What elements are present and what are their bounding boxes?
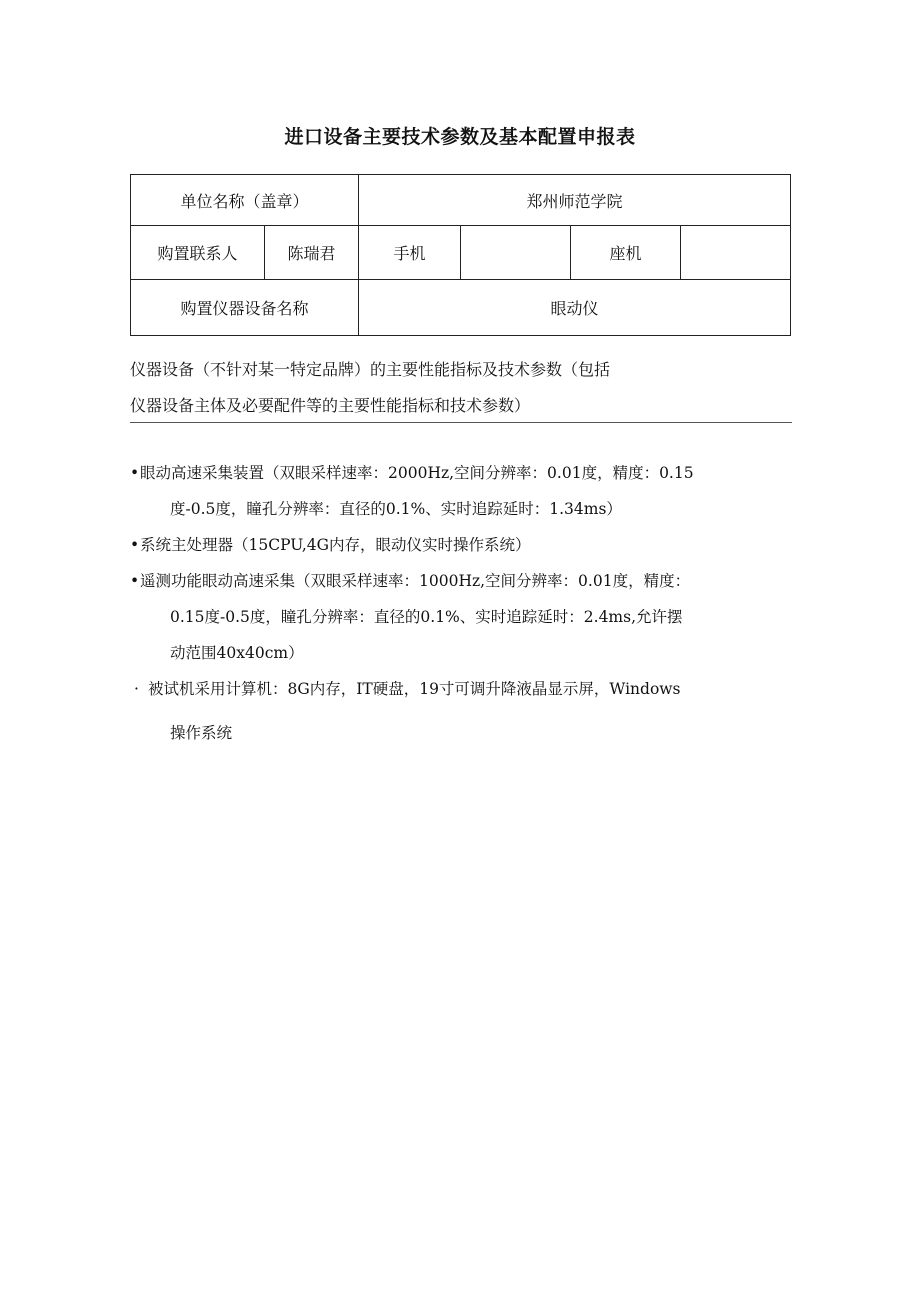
unit-value: 郑州师范学院 bbox=[359, 175, 791, 226]
spec-text-line: 度-0.5度，瞳孔分辨率：直径的0.1%、实时追踪延时：1.34ms） bbox=[170, 500, 622, 518]
form-row-unit bbox=[131, 175, 791, 226]
form-row-device bbox=[131, 280, 791, 336]
bullet-icon: • bbox=[130, 464, 140, 482]
contact-value: 陈瑞君 bbox=[265, 226, 359, 280]
mobile-label: 手机 bbox=[359, 226, 461, 280]
spec-item bbox=[130, 527, 800, 563]
spec-text-line: 遥测功能眼动高速采集（双眼采样速率：1000Hz,空间分辨率：0.01度，精度： bbox=[140, 572, 691, 590]
spec-text-line: 操作系统 bbox=[170, 724, 233, 742]
bullet-icon: • bbox=[130, 536, 140, 554]
contact-label: 购置联系人 bbox=[131, 226, 265, 280]
application-form-table bbox=[130, 174, 791, 336]
spec-item bbox=[130, 563, 800, 671]
spec-list bbox=[130, 455, 800, 751]
spec-text-line: 0.15度-0.5度，瞳孔分辨率：直径的0.1%、实时追踪延时：2.4ms,允许摆 bbox=[170, 608, 683, 626]
mobile-value bbox=[461, 226, 571, 280]
unit-label: 单位名称（盖章） bbox=[131, 175, 359, 226]
spec-section-header bbox=[130, 356, 792, 423]
device-label: 购置仪器设备名称 bbox=[131, 280, 359, 336]
document-title: 进口设备主要技术参数及基本配置申报表 bbox=[284, 126, 636, 148]
section-header-line-1: 仪器设备（不针对某一特定品牌）的主要性能指标及技术参数（包括 bbox=[130, 360, 611, 379]
spec-text-line: 眼动高速采集装置（双眼采样速率：2000Hz,空间分辨率：0.01度，精度：0.15 bbox=[140, 464, 694, 482]
phone-value bbox=[681, 226, 791, 280]
bullet-icon: · bbox=[134, 680, 139, 698]
spec-text-line: 被试机采用计算机：8G内存，IT硬盘，19寸可调升降液晶显示屏，Windows bbox=[148, 680, 681, 698]
bullet-icon: • bbox=[130, 572, 140, 590]
form-row-contact bbox=[131, 226, 791, 280]
spec-text-line: 动范围40x40cm） bbox=[170, 644, 304, 662]
spec-item bbox=[130, 455, 800, 527]
section-header-line-2: 仪器设备主体及必要配件等的主要性能指标和技术参数） bbox=[130, 396, 531, 415]
spec-text-line: 系统主处理器（15CPU,4G内存，眼动仪实时操作系统） bbox=[140, 536, 531, 554]
device-value: 眼动仪 bbox=[359, 280, 791, 336]
spec-item bbox=[130, 671, 800, 751]
phone-label: 座机 bbox=[571, 226, 681, 280]
